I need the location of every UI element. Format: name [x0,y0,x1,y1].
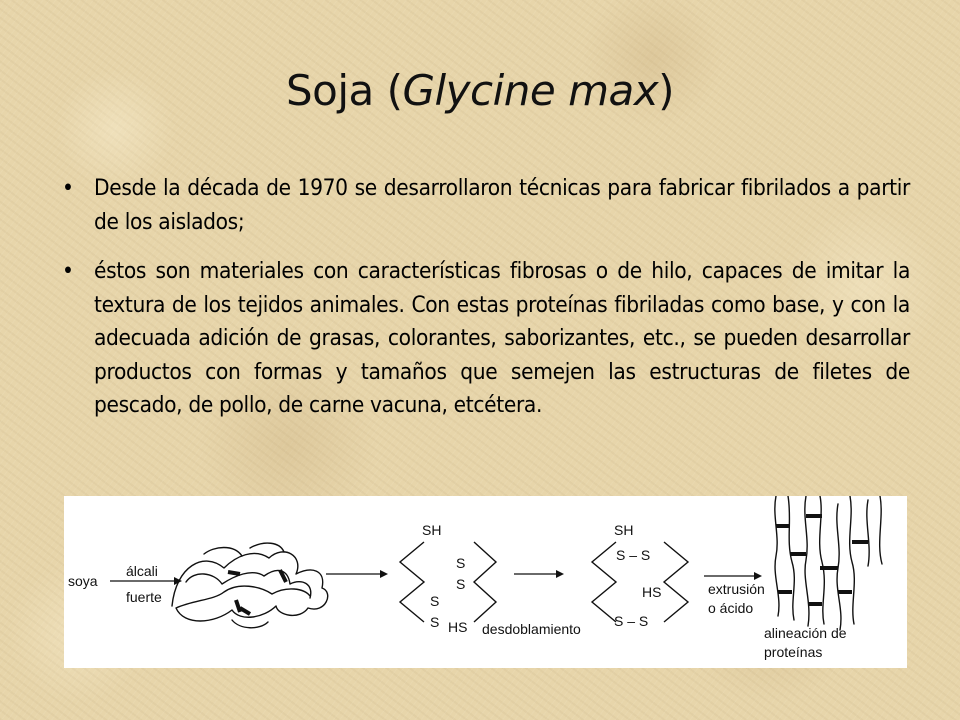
disulfide-bond-mark [280,570,286,582]
unfolded-chain-left [400,542,424,622]
disulfide-bond-mark [228,572,240,574]
label-disulfide-top: S – S [616,547,651,563]
label-sh-stage2: SH [422,522,442,538]
label-s: S [456,555,466,571]
arrow-head [754,572,762,580]
unfolded-chain-right [474,542,496,622]
label-s: S [430,614,440,630]
label-sh-stage3: SH [614,522,634,538]
title-italic-species: Glycine max [402,66,659,115]
label-desdoblamiento: desdoblamiento [482,621,581,637]
label-extrusion: extrusión [708,581,765,597]
label-s: S [456,576,466,592]
aligned-protein-fiber [880,496,882,564]
label-fuerte: fuerte [126,589,162,605]
aligned-protein-fiber [867,500,869,566]
label-proteinas: proteínas [764,644,823,660]
aligned-fibers [775,496,882,630]
bullet-marker: • [62,258,74,284]
label-disulfide-bottom: S – S [614,613,649,629]
label-s: S [430,593,440,609]
label-alineacion: alineación de [764,625,847,641]
label-hs-stage2: HS [448,619,468,635]
diagram-svg [64,496,907,668]
label-o-acido: o ácido [708,600,754,616]
bullet-item [62,255,910,423]
arrow-head [380,570,388,578]
arrow-head [556,570,564,578]
bullet-item [62,172,910,239]
title-close-paren: ) [658,66,675,115]
slide-title [0,62,960,120]
protein-fibrillation-diagram [64,496,907,668]
label-hs-stage3: HS [642,584,662,600]
label-soya: soya [68,573,98,589]
bullet-text: éstos son materiales con características fibrosas o de hilo, capaces de imitar la textura de los tejidos animales. Con estas proteínas fibriladas como base, y con la adecuada adición de grasas, colorantes, saborizantes, etc., se pueden desarrollar productos con formas y tamaños que semejen las estructuras de filetes de pescado, de pollo, de carne vacuna, etcétera. [94,258,910,418]
crosslinked-chain-right [664,542,688,622]
disulfide-bond-mark [240,608,250,614]
crosslinked-chain-left [592,542,616,622]
aligned-protein-fiber [775,496,779,616]
title-text: Soja ( [285,66,403,115]
aligned-protein-fiber [850,496,855,624]
disulfide-bond-mark [236,600,240,612]
tangled-protein-strand [172,552,328,621]
tangled-protein-strand [186,570,311,598]
label-alcali: álcali [126,563,158,579]
bullet-marker: • [62,175,74,201]
bullet-list [62,172,910,439]
bullet-text: Desde la década de 1970 se desarrollaron técnicas para fabricar fibrilados a partir de los aislados; [94,175,910,235]
aligned-protein-fiber [788,496,794,620]
